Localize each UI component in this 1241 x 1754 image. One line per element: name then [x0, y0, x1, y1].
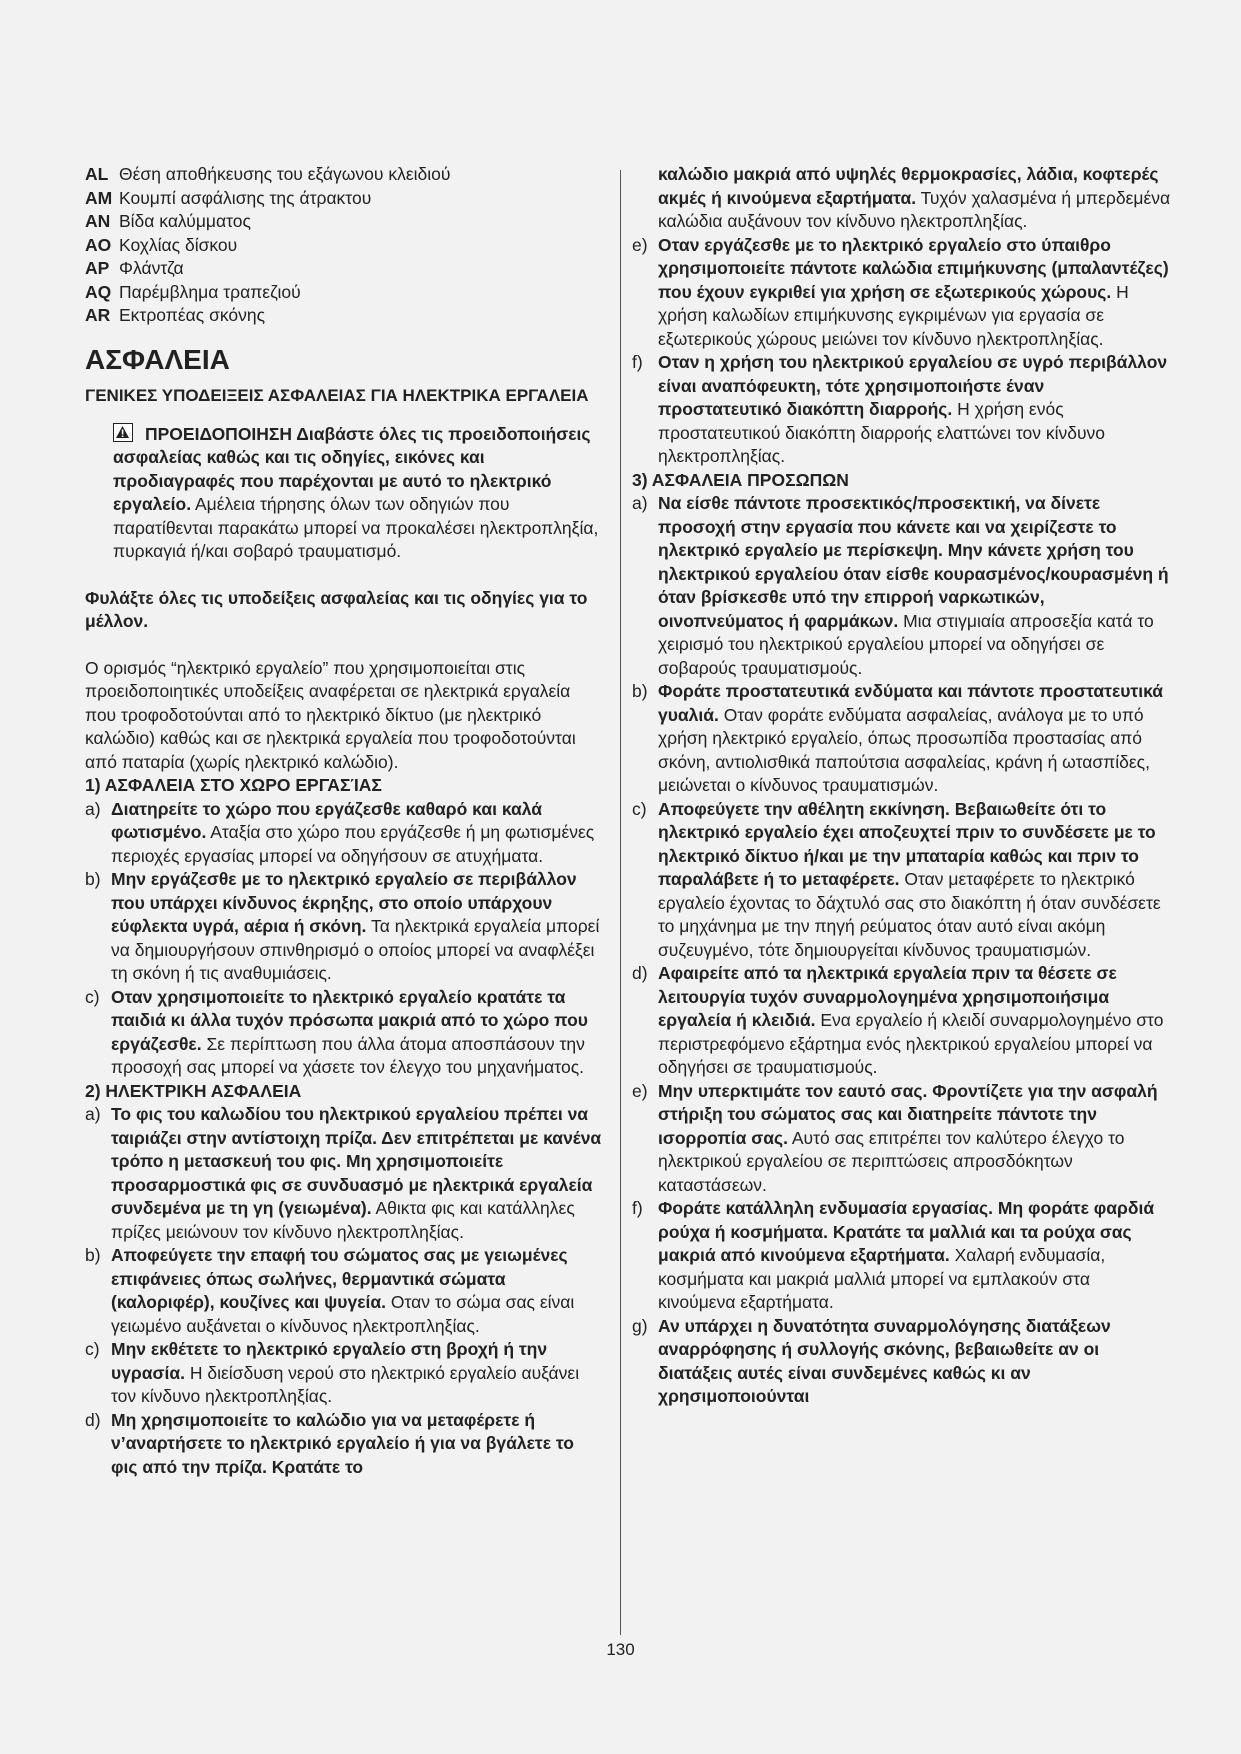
legend-text: Βίδα καλύμματος	[119, 211, 251, 231]
item-text: Οταν φοράτε ενδύματα ασφαλείας, ανάλογα με το υπό χρήση ηλεκτρικό εργαλείο, όπως προσωπίδα προστασίας από σκόνη, αντιολισθικά παπούτσια ασφαλείας, κράνη ή ωτασπίδες, μειώνεται ο κίνδυνος τραυματισμών.	[658, 704, 1150, 795]
item-text: Τα ηλεκτρικά εργαλεία μπορεί να δημιουργήσουν σπινθηρισμό ο οποίος μπορεί να αναφλέξει τη σκόνη ή τις αναθυμιάσεις.	[111, 916, 600, 983]
item-bold: Αποφεύγετε την επαφή του σώματος σας με γειωμένες επιφάνειες όπως σωλήνες, θερμαντικά σώματα (καλοριφέρ), κουζίνες και ψυγεία.	[111, 1245, 568, 1312]
item-label: g)	[632, 1315, 648, 1336]
item-bold: Μην υπερκτιμάτε τον εαυτό σας. Φροντίζετε για την ασφαλή στήριξη του σώματος σας και διατηρείτε πάντοτε την ισορροπία σας.	[658, 1080, 1158, 1148]
item-text: Οταν μεταφέρετε το ηλεκτρικό εργαλείο έχοντας το δάχτυλό σας στο διακόπτη ή όταν συνδέσετε το μηχάνημα με την πηγή ρεύματος όταν αυτό είναι ακόμη συζευγμένο, τότε δημιουργείται κίνδυνος τραυματισμών.	[658, 869, 1161, 960]
legend-text: Παρέμβλημα τραπεζιού	[119, 281, 301, 302]
item-text: Αθικτα φις και κατάλληλες πρίζες μειώνουν τον κίνδυνο ηλεκτροπληξίας.	[111, 1198, 575, 1242]
list-item-continued	[632, 163, 1172, 234]
legend-code: AR	[85, 305, 111, 325]
warning-paragraph	[85, 423, 605, 564]
legend-item	[85, 163, 605, 187]
item-label: b)	[632, 681, 648, 701]
left-column	[85, 163, 605, 1479]
list-item	[632, 1197, 1172, 1315]
item-bold: Οταν χρησιμοποιείτε το ηλεκτρικό εργαλείο κρατάτε τα παιδιά κι άλλα τυχόν πρόσωπα μακριά από το χώρο που εργάζεσθε.	[111, 986, 588, 1054]
item-bold: Αν υπάρχει η δυνατότητα συναρμολόγησης διατάξεων αναρρόφησης ή συλλογής σκόνης, βεβαιωθείτε αν οι διατάξεις αυτές είναι συνδεμένες καθώς κι αν χρησιμοποιούνται	[658, 1315, 1111, 1406]
list-item	[632, 1315, 1172, 1409]
item-text: Αταξία στο χώρο που εργάζεσθε ή μη φωτισμένες περιοχές εργασίας μπορεί να οδηγήσουν σε ατυχήματα.	[111, 822, 595, 866]
legend-text: Εκτροπέας σκόνης	[119, 305, 266, 325]
list-item	[632, 351, 1172, 469]
definition-paragraph: Ο ορισμός “ηλεκτρικό εργαλείο” που χρησιμοποιείται στις προειδοποιητικές υποδείξεις αναφέρεται σε ηλεκτρικά εργαλεία που τροφοδοτούνται από το ηλεκτρικό δίκτυο (με ηλεκτρικό καλώδιο) καθώς και σε ηλεκτρικά εργαλεία που τροφοδοτούνται από παταρία (χωρίς ηλεκτρικό καλώδιο).	[85, 657, 576, 772]
item-bold: Αποφεύγετε την αθέλητη εκκίνηση. Βεβαιωθείτε ότι το ηλεκτρικό εργαλείο έχει αποζευχτεί πριν το συνδέσετε με το ηλεκτρικό δίκτυο ή/και με την μπαταρία καθώς και πριν το παραλάβετε ή το μεταφέρετε.	[658, 798, 1156, 889]
list-item	[632, 492, 1172, 680]
list-item	[632, 234, 1172, 352]
legend-text: Φλάντζα	[119, 258, 184, 278]
section-subtitle: ΓΕΝΙΚΕΣ ΥΠΟΔΕΙΞΕΙΣ ΑΣΦΑΛΕΙΑΣ ΓΙΑ ΗΛΕΚΤΡΙΚΑ ΕΡΓΑΛΕΙΑ	[85, 385, 589, 405]
legend-item	[85, 257, 605, 281]
list-item	[632, 680, 1172, 798]
item-bold: Το φις του καλωδίου του ηλεκτρικού εργαλείου πρέπει να ταιριάζει στην αντίστοιχη πρίζα. Δεν επιτρέπεται με κανένα τρόπο η μετασκευή του φις. Μη χρησιμοποιείτε προσαρμοστικά φις σε συνδυασμό με ηλεκτρικά εργαλεία συνδεμένα με τη γη (γειωμένα).	[111, 1104, 602, 1218]
item-bold: Φοράτε κατάλληλη ενδυμασία εργασίας. Μη φοράτε φαρδιά ρούχα ή κοσμήματα. Κρατάτε τα μαλλιά και τα ρούχα σας μακριά από κινούμενα εξαρτήματα.	[658, 1198, 1155, 1265]
item-bold: Αφαιρείτε από τα ηλεκτρικά εργαλεία πριν τα θέσετε σε λειτουργία τυχόν συναρμολογημένα χρησιμοποιήσιμα εργαλεία ή κλειδιά.	[658, 963, 1117, 1030]
legend-code: AP	[85, 258, 110, 278]
legend-text: Κουμπί ασφάλισης της άτρακτου	[119, 187, 372, 208]
legend-text: Κοχλίας δίσκου	[119, 234, 238, 255]
legend-code: AO	[85, 234, 112, 255]
section-heading: 1) ΑΣΦΑΛΕΙΑ ΣΤΟ ΧΩΡΟ ΕΡΓΑΣΊΑΣ	[85, 775, 382, 795]
list-item	[85, 1409, 605, 1480]
page-title: ΑΣΦΑΛΕΙΑ	[85, 343, 230, 375]
list-item	[85, 798, 605, 869]
item-text: Η χρήση ενός προστατευτικού διακόπτη διαρροής ελαττώνει τον κίνδυνο ηλεκτροπληξίας.	[658, 399, 1106, 466]
legend-item	[85, 304, 605, 328]
legend-code: AM	[85, 187, 113, 208]
item-bold: Να είσθε πάντοτε προσεκτικός/προσεκτική, να δίνετε προσοχή στην εργασία που κάνετε και να χειρίζεστε το ηλεκτρικό εργαλείο με περίσκεψη. Μην κάνετε χρήση του ηλεκτρικού εργαλείου όταν είσθε κουρασμένος/κουρασμένη ή όταν βρίσκεσθε υπό την επιρροή ναρκωτικών, οινοπνεύματος ή φαρμάκων.	[658, 493, 1169, 631]
item-text: Μια στιγμιαία απροσεξία κατά το χειρισμό του ηλεκτρικού εργαλείου μπορεί να οδηγήσει σε σοβαρούς τραυματισμούς.	[658, 610, 1154, 678]
legend-item	[85, 281, 605, 305]
item-label: a)	[632, 493, 648, 513]
item-label: b)	[85, 869, 101, 889]
list-item	[85, 986, 605, 1080]
legend-code: AQ	[85, 281, 112, 302]
item-label: e)	[632, 234, 648, 255]
item-bold: Μη χρησιμοποιείτε το καλώδιο για να μεταφέρετε ή ν’αναρτήσετε το ηλεκτρικό εργαλείο ή για να βγάλετε το φις από την πρίζα. Κρατάτε το	[111, 1409, 574, 1477]
legend-list	[85, 163, 605, 328]
item-text: Χαλαρή ενδυμασία, κοσμήματα και μακριά μαλλιά μπορεί να εμπλακούν στα κινούμενα εξαρτήματα.	[658, 1245, 1106, 1312]
item-bold: Μην εκθέτετε το ηλεκτρικό εργαλείο στη βροχή ή την υγρασία.	[111, 1339, 548, 1383]
item-label: f)	[632, 1198, 643, 1218]
item-text: Αυτό σας επιτρέπει τον καλύτερο έλεγχο το ηλεκτρικού εργαλείου σε περιπτώσεις απροσδόκητων καταστάσεων.	[658, 1127, 1125, 1195]
item-label: d)	[632, 963, 648, 983]
item-text: Οταν το σώμα σας είναι γειωμένο αυξάνεται ο κίνδυνος ηλεκτροπληξίας.	[111, 1292, 575, 1336]
item-text: Ενα εργαλείο ή κλειδί συναρμολογημένο στο περιστρεφόμενο εξάρτημα ενός ηλεκτρικού εργαλείου μπορεί να οδηγήσει σε τραυματισμούς.	[658, 1010, 1164, 1077]
item-label: c)	[85, 986, 100, 1007]
item-text: Σε περίπτωση που άλλα άτομα αποσπάσουν την προσοχή σας μπορεί να χάσετε τον έλεγχο του μηχανήματος.	[111, 1033, 585, 1077]
item-label: a)	[85, 798, 101, 819]
list-item	[85, 1338, 605, 1409]
list-item	[85, 1103, 605, 1244]
item-text: Τυχόν χαλασμένα ή μπερδεμένα καλώδια αυξάνουν τον κίνδυνο ηλεκτροπληξίας.	[658, 187, 1171, 231]
page-number: 130	[606, 1640, 635, 1659]
section-heading: 3) ΑΣΦΑΛΕΙΑ ΠΡΟΣΩΠΩΝ	[632, 469, 849, 490]
item-label: c)	[632, 798, 647, 819]
item-text: Η διείσδυση νερού στο ηλεκτρικό εργαλείο αυξάνει τον κίνδυνο ηλεκτροπληξίας.	[111, 1362, 580, 1406]
item-bold: καλώδιο μακριά από υψηλές θερμοκρασίες, λάδια, κοφτερές ακμές ή κινούμενα εξαρτήματα.	[658, 164, 1159, 208]
item-bold: Μην εργάζεσθε με το ηλεκτρικό εργαλείο σε περιβάλλον που υπάρχει κίνδυνος έκρηξης, στο οποίο υπάρχουν εύφλεκτα υγρά, αέρια ή σκόνη.	[111, 869, 577, 936]
list-item	[85, 1244, 605, 1338]
list-item	[632, 1080, 1172, 1198]
warning-text: Αμέλεια τήρησης όλων των οδηγιών που παρατίθενται παρακάτω μπορεί να προκαλέσει ηλεκτροπληξία, πυρκαγιά ή/και σοβαρό τραυματισμό.	[113, 494, 599, 561]
list-item	[632, 798, 1172, 963]
legend-item	[85, 234, 605, 258]
item-label: c)	[85, 1339, 100, 1359]
legend-item	[85, 210, 605, 234]
list-item	[632, 962, 1172, 1080]
item-label: f)	[632, 352, 643, 372]
legend-item	[85, 187, 605, 211]
column-divider	[620, 170, 621, 1635]
item-text: Η χρήση καλωδίων επιμήκυνσης εγκριμένων για εργασία σε εξωτερικούς χώρους μειώνει τον κίνδυνο ηλεκτροπληξίας.	[658, 281, 1129, 349]
legend-text: Θέση αποθήκευσης του εξάγωνου κλειδιού	[119, 164, 451, 184]
item-label: b)	[85, 1245, 101, 1265]
right-column	[632, 163, 1172, 1409]
keep-instructions: Φυλάξτε όλες τις υποδείξεις ασφαλείας και τις οδηγίες για το μέλλον.	[85, 587, 588, 631]
section-heading: 2) ΗΛΕΚΤΡΙΚΗ ΑΣΦΑΛΕΙΑ	[85, 1080, 302, 1101]
warning-bold: ΠΡΟΕΙΔΟΠΟΙΗΣΗ Διαβάστε όλες τις προειδοποιήσεις ασφαλείας καθώς και τις οδηγίες, εικόνες και προδιαγραφές που παρέχονται με αυτό το ηλεκτρικό εργαλείο.	[113, 423, 591, 514]
legend-code: AL	[85, 164, 109, 184]
legend-code: AN	[85, 211, 111, 231]
item-bold: Διατηρείτε το χώρο που εργάζεσθε καθαρό και καλά φωτισμένο.	[111, 798, 543, 842]
item-bold: Φοράτε προστατευτικά ενδύματα και πάντοτε προστατευτικά γυαλιά.	[658, 681, 1164, 725]
list-item	[85, 868, 605, 986]
item-label: a)	[85, 1104, 101, 1124]
item-label: d)	[85, 1409, 101, 1430]
item-bold: Οταν εργάζεσθε με το ηλεκτρικό εργαλείο στο ύπαιθρο χρησιμοποιείτε πάντοτε καλώδια επιμήκυνσης (μπαλαντέζες) που έχουν εγκριθεί για χρήση σε εξωτερικούς χώρους.	[658, 234, 1169, 302]
item-bold: Οταν η χρήση του ηλεκτρικού εργαλείου σε υγρό περιβάλλον είναι αναπόφευκτη, τότε χρησιμοποιήστε έναν προστατευτικό διακόπτη διαρροής.	[658, 352, 1168, 419]
warning-icon	[113, 423, 133, 442]
item-label: e)	[632, 1080, 648, 1101]
